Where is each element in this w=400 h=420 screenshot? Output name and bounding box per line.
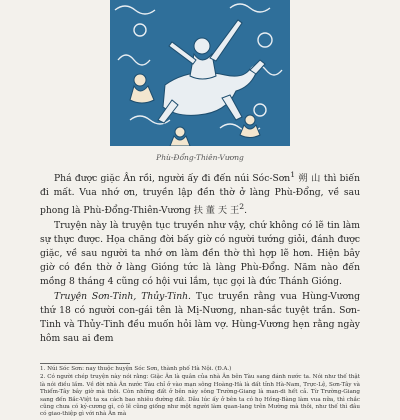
footnote-2: 2. Có người chép truyện này nói rằng: Giặc Ân là quân của nhà Ân bên Tàu sang đánh nước ta. Nói như thế thật là nói điều lầm. Về đời nhà Ân nước Tàu chỉ ở vào mạn sông Hoàng-Hà là đất tỉnh Hà-Nam, Trực-Lệ, Sơn-Tây và Thiểm-Tây bây giờ mà thôi. Còn những đất ở bên này sông Trường-Giang là man-di hết cả. Từ Trường-Giang sang đến Bắc-Việt ta xa cách bao nhiêu đường đất. Dẫu lúc ấy ở bên ta có họ Hồng-Bàng làm vua nữa, thì chắc cũng chưa có ký-cương gì, có lẽ cũng giống như một người làm quan-lang trên Mường mà thôi, như thế thì đâu có giao-thiệp gì với nhà Ân mà: [40, 374, 360, 418]
paragraph-3-text: Tục truyền rằng vua Hùng-Vương thứ 18 có người con-gái tên là Mị-Nương, nhan-sắc tuyệt trần. Sơn-Tinh và Thủy-Tinh đều muốn hỏi làm vợ. Hùng-Vương hẹn rằng ngày hôm sau ai đem: [40, 291, 360, 345]
paragraph-1-part-b: 朔 山 thì biến đi mất. Vua nhớ ơn, truyền lập đền thờ ở làng Phù-Đổng, về sau phong là Phù-Đổng-Thiên-Vương 扶 董 天 王: [40, 173, 360, 217]
footnotes: [40, 366, 360, 420]
paragraph-3: [40, 290, 360, 346]
footnote-1: 1. Núi Sóc Sơn: nay thuộc huyện Sóc Sơn, thành phố Hà Nội. (Đ.A.): [40, 366, 232, 372]
paragraph-1-part-a: Phá được giặc Ân rồi, người ấy đi đến núi Sóc-Sơn: [54, 173, 291, 185]
main-text: [40, 168, 360, 347]
horseman-battle-image: [110, 0, 290, 146]
story-title: Truyện Sơn-Tinh, Thủy-Tinh.: [54, 291, 191, 303]
footnote-ref-2[interactable]: 2: [239, 202, 245, 212]
paragraph-1: [40, 168, 360, 218]
footnote-ref-1[interactable]: 1: [290, 170, 296, 179]
paragraph-2: Truyện này là truyện tục truyền như vậy, chứ không có lẽ tin làm sự thực được. Họa chăng đời bấy giờ có người tướng giỏi, đánh được giặc, về sau người ta nhớ ơn làm đền thờ thì hợp lẽ hơn. Hiện bây giờ có đền thờ ở làng Gióng tức là làng Phù-Đổng. Năm nào đến mồng 8 tháng 4 cũng có hội vui lắm, tục gọi là đức Thánh Gióng.: [40, 220, 360, 288]
illustration-caption: Phù-Đổng-Thiên-Vương: [156, 153, 244, 162]
footnote-divider: [40, 363, 130, 364]
paragraph-1-part-c: .: [244, 205, 247, 217]
woodblock-illustration: [110, 0, 290, 146]
